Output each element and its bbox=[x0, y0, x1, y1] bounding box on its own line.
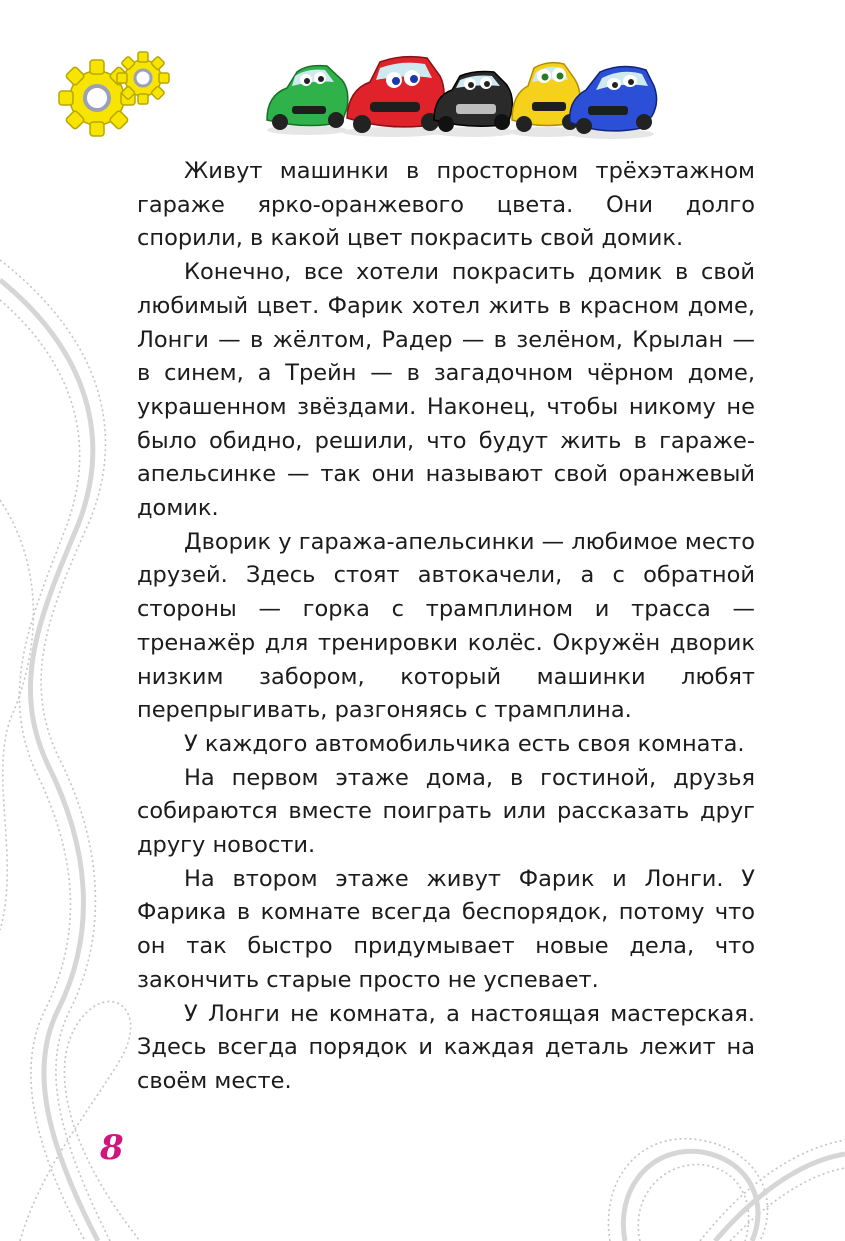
blue-car-icon bbox=[570, 66, 657, 139]
story-text bbox=[137, 155, 755, 1099]
page-number: 8 bbox=[100, 1128, 124, 1168]
left-track-1 bbox=[0, 260, 110, 1241]
paragraph-6: На втором этаже живут Фарик и Лонги. У Фарика в комнате всегда беспорядок, потому что он так быстро придумывает новые дела, что закончить старые просто не успевает. bbox=[137, 865, 755, 993]
yellow-car-icon bbox=[509, 63, 585, 137]
paragraph-4: У каждого автомобильчика есть своя комната. bbox=[184, 730, 745, 757]
gears-icon bbox=[55, 50, 175, 140]
red-car-icon bbox=[342, 57, 444, 137]
paragraph-7: У Лонги не комната, а настоящая мастерская. Здесь всегда порядок и каждая деталь лежит на своём месте. bbox=[137, 1000, 755, 1094]
large-gear bbox=[59, 60, 135, 136]
left-track-2 bbox=[0, 300, 85, 1241]
cars-illustration bbox=[262, 50, 662, 140]
paragraph-2: Конечно, все хотели покрасить домик в свой любимый цвет. Фарик хотел жить в красном доме, Лонги — в жёлтом, Радер — в зелёном, Крылан — в синем, а Трейн — в загадочном чёрном доме, украшенном звёздами. Наконец, чтобы никому не было обидно, решили, что будут жить в гараже-апельсинке — так они называют свой оранжевый домик. bbox=[137, 259, 755, 522]
paragraph-5: На первом этаже дома, в гостиной, друзья собираются вместе поиграть или рассказать друг другу новости. bbox=[137, 764, 755, 859]
paragraph-1: Живут машинки в просторном трёхэтажном гараже ярко-оранжевого цвета. Они долго спорили, в какой цвет покрасить свой домик. bbox=[137, 158, 755, 252]
bottom-right-track-3 bbox=[700, 1140, 845, 1241]
bottom-right-track-2 bbox=[638, 1165, 748, 1241]
black-car-icon bbox=[432, 72, 516, 138]
small-gear bbox=[117, 52, 169, 104]
green-car-icon bbox=[267, 66, 348, 135]
left-track-3 bbox=[0, 500, 33, 930]
paragraph-3: Дворик у гаража-апельсинки — любимое место друзей. Здесь стоят автокачели, а с обратной стороны — горка с трамплином и трасса — тренажёр для тренировки колёс. Окружён дворик низким забором, который машинки любят перепрыгивать, разгоняясь с трамплина. bbox=[137, 528, 755, 724]
